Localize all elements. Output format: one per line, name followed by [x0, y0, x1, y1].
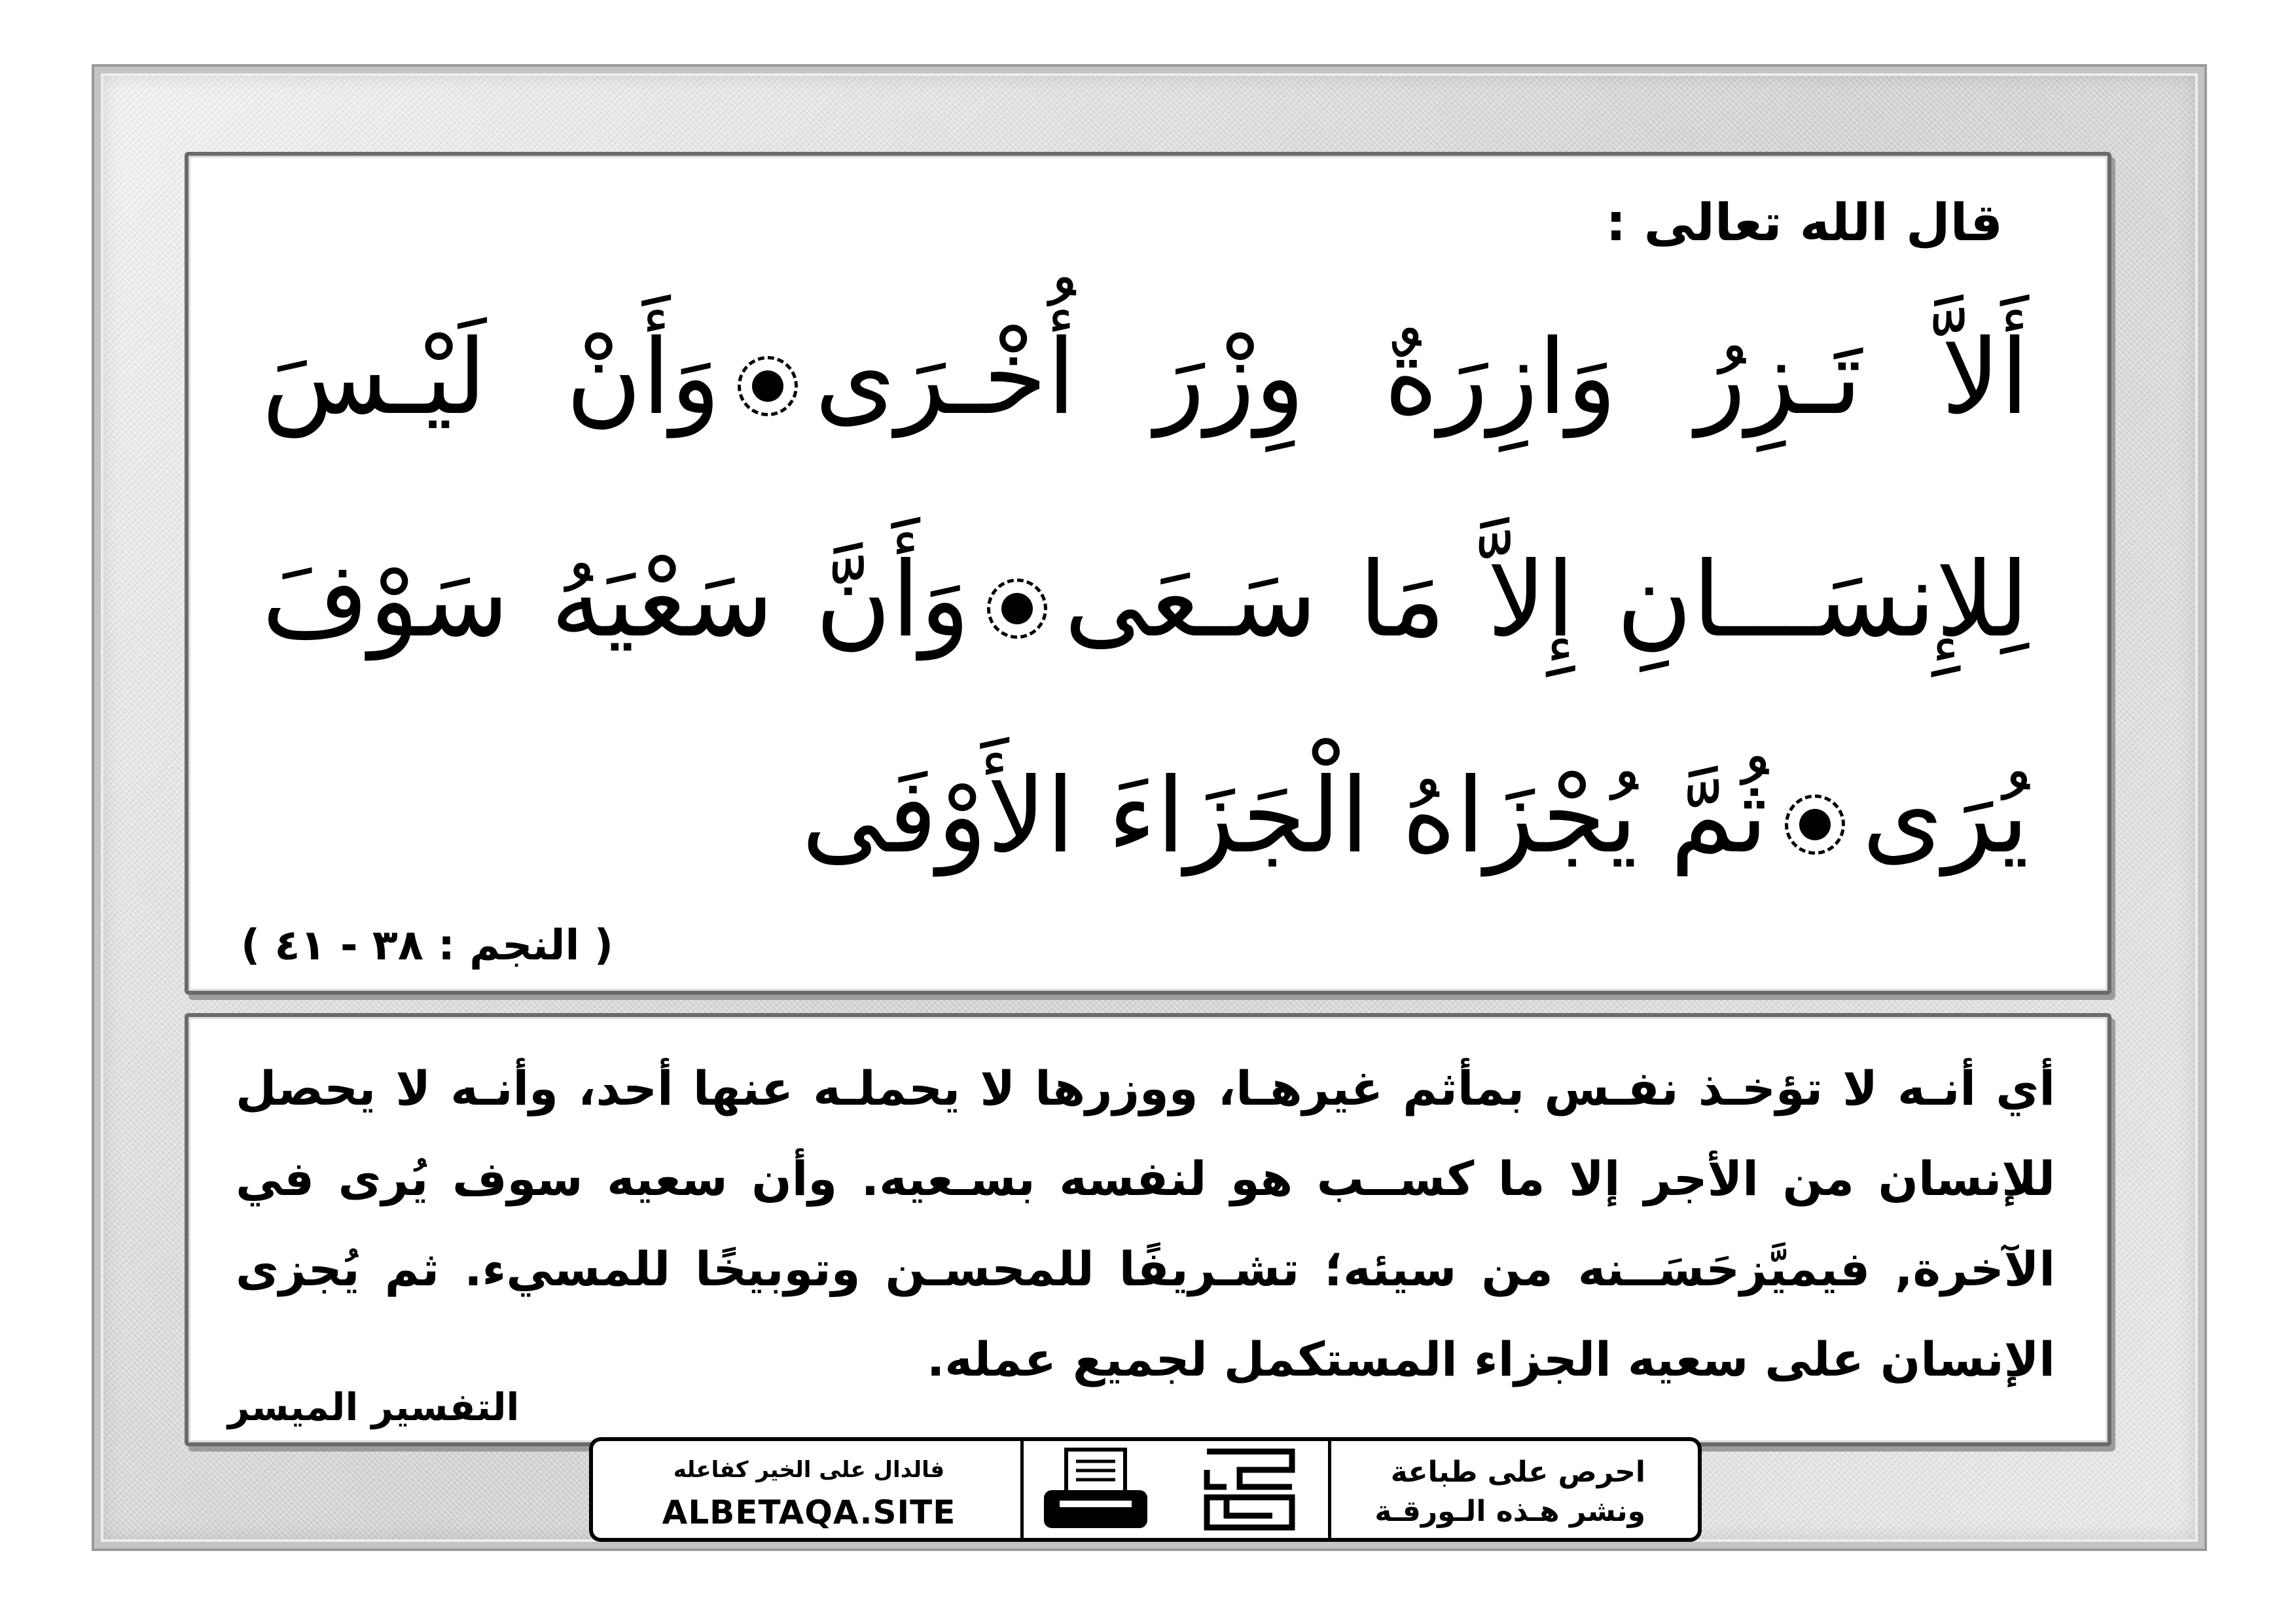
verse-line-3: [262, 756, 2029, 876]
print-notice: [1328, 1441, 1698, 1538]
site-section: [593, 1441, 1028, 1538]
printer-section: [1020, 1441, 1168, 1538]
tafsir-text: أي أنـه لا تؤخـذ نفـس بمأثم غيرهـا، ووزرها لا يحملـه عنها أحد، وأنـه لا يحصل للإنسان من الأجر إلا ما كســب هو لنفسه بسـعيه. وأن سعيه سوف يُرى في الآخرة, فيميَّزحَسَــنه من سيئه؛ تشـريفًا للمحسـن وتوبيخًا للمسيء. ثم يُجزى الإنسان على سعيه الجزاء المستكمل لجميع عمله.: [236, 1061, 2055, 1387]
verse-text: يُرَى: [1862, 756, 2029, 876]
verse-text: وَأَنَّ سَعْيَهُ سَوْفَ: [262, 540, 970, 660]
site-url[interactable]: ALBETAQA.SITE: [662, 1493, 956, 1531]
hadith-text: فالدال على الخير كفاعله: [673, 1457, 945, 1483]
ayah-end-icon: [738, 356, 798, 416]
ayah-end-icon: [987, 579, 1047, 639]
verse-intro: قال الله تعالى :: [1605, 194, 2003, 253]
ayah-end-icon: [1785, 794, 1845, 855]
verse-panel: [185, 152, 2111, 995]
print-notice-line-2: ونشر هـذه الـورقـة: [1374, 1495, 1645, 1528]
tafsir-panel: [185, 1013, 2111, 1446]
print-notice-line-1: احرص على طباعة: [1390, 1455, 1645, 1489]
verse-line-1: [262, 317, 2030, 438]
verse-text: وَأَنْ لَيْـسَ: [262, 317, 721, 438]
verse-text: ثُمَّ يُجْزَاهُ الْجَزَاءَ الأَوْفَى: [801, 756, 1768, 876]
verse-line-2: [262, 540, 2030, 660]
verse-text: أَلاَّ تَـزِرُ وَازِرَةٌ وِزْرَ أُخْـرَى: [814, 317, 2030, 438]
printer-icon: [1040, 1447, 1151, 1532]
logo-icon: [1200, 1444, 1299, 1535]
surah-reference: ( النجم : ٣٨ - ٤١ ): [241, 921, 613, 970]
verse-text: لِلإِنسَـــانِ إِلاَّ مَا سَـعَى: [1064, 540, 2030, 660]
footer-bar: [589, 1437, 1702, 1542]
dawah-waraqa-logo: [1168, 1441, 1331, 1538]
tafsir-source: التفسير الميسر: [228, 1385, 520, 1429]
